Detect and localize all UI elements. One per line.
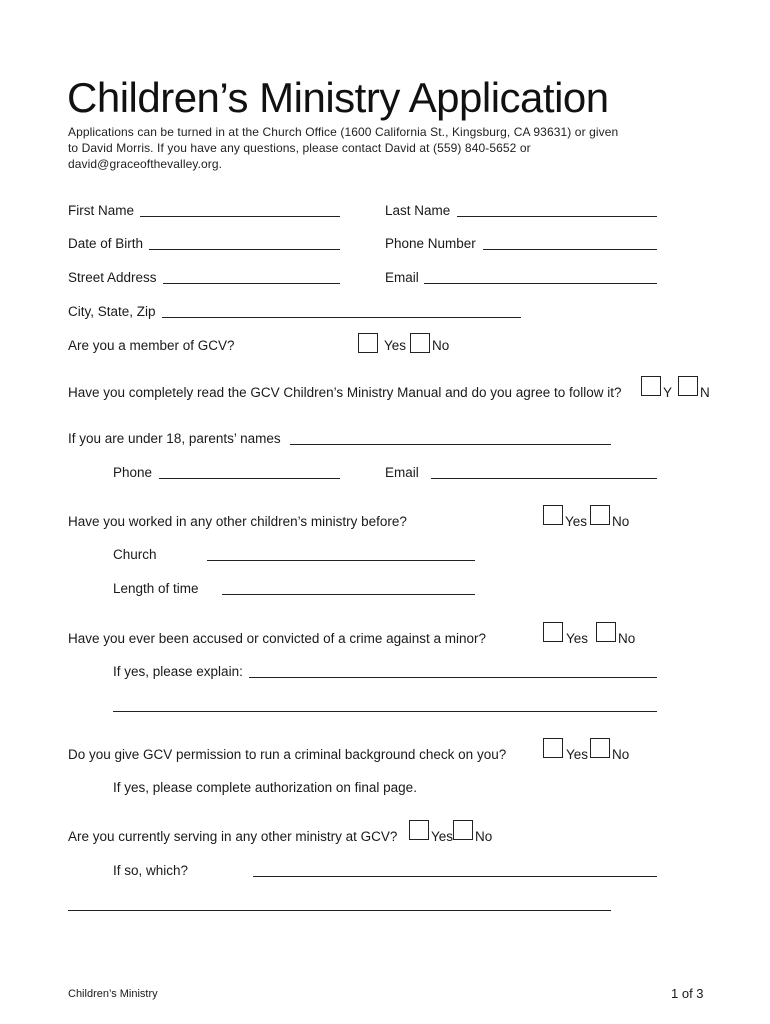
explain-field-2[interactable] (113, 711, 657, 712)
member-yes-label: Yes (384, 338, 407, 353)
crime-question: Have you ever been accused or convicted of a crime against a minor? (68, 631, 486, 646)
length-field[interactable] (222, 594, 475, 595)
dob-label: Date of Birth (68, 236, 144, 251)
worked-no-label: No (612, 514, 630, 529)
member-no-checkbox[interactable] (410, 333, 430, 353)
parents-label: If you are under 18, parents’ names (68, 431, 281, 446)
serving-question: Are you currently serving in any other ministry at GCV? (68, 829, 398, 844)
background-no-label: No (612, 747, 630, 762)
which-field-2[interactable] (68, 910, 611, 911)
dob-field[interactable] (149, 249, 340, 250)
city-label: City, State, Zip (68, 304, 156, 319)
street-field[interactable] (163, 283, 340, 284)
background-note: If yes, please complete authorization on final page. (113, 780, 417, 795)
manual-no-label: N (700, 385, 710, 400)
page-number: 1 of 3 (671, 986, 704, 1001)
parent-email-field[interactable] (431, 478, 657, 479)
worked-yes-label: Yes (565, 514, 588, 529)
phone-label: Phone Number (385, 236, 476, 251)
worked-question: Have you worked in any other children’s ministry before? (68, 514, 407, 529)
member-yes-checkbox[interactable] (358, 333, 378, 353)
email-field[interactable] (424, 283, 657, 284)
manual-no-checkbox[interactable] (678, 376, 698, 396)
last-name-label: Last Name (385, 203, 451, 218)
member-question: Are you a member of GCV? (68, 338, 235, 353)
street-label: Street Address (68, 270, 157, 285)
parent-phone-label: Phone (113, 465, 153, 480)
phone-field[interactable] (483, 249, 657, 250)
member-no-label: No (432, 338, 450, 353)
intro-text: Applications can be turned in at the Church Office (1600 California St., Kingsburg, CA 93631) or given to David Morris. If you have any questions, please contact David at (559) 840-5652 or david@graceofthevalley.org. (68, 125, 619, 171)
crime-no-checkbox[interactable] (596, 622, 616, 642)
last-name-field[interactable] (457, 216, 657, 217)
serving-yes-label: Yes (431, 829, 454, 844)
serving-no-checkbox[interactable] (453, 820, 473, 840)
background-yes-label: Yes (566, 747, 589, 762)
page-title: Children’s Ministry Application (67, 74, 609, 121)
crime-yes-checkbox[interactable] (543, 622, 563, 642)
manual-question: Have you completely read the GCV Children’s Ministry Manual and do you agree to follow it? (68, 385, 622, 400)
parent-phone-field[interactable] (159, 478, 340, 479)
church-label: Church (113, 547, 157, 562)
background-question: Do you give GCV permission to run a criminal background check on you? (68, 747, 507, 762)
explain-label: If yes, please explain: (113, 664, 243, 679)
parent-email-label: Email (385, 465, 419, 480)
which-field[interactable] (253, 876, 657, 877)
background-yes-checkbox[interactable] (543, 738, 563, 758)
manual-yes-checkbox[interactable] (641, 376, 661, 396)
footer-label: Children’s Ministry (68, 988, 158, 1000)
background-no-checkbox[interactable] (590, 738, 610, 758)
crime-no-label: No (618, 631, 636, 646)
city-field[interactable] (162, 317, 521, 318)
length-label: Length of time (113, 581, 199, 596)
serving-yes-checkbox[interactable] (409, 820, 429, 840)
explain-field[interactable] (249, 677, 657, 678)
worked-yes-checkbox[interactable] (543, 505, 563, 525)
serving-no-label: No (475, 829, 493, 844)
church-field[interactable] (207, 560, 475, 561)
which-label: If so, which? (113, 863, 189, 878)
first-name-label: First Name (68, 203, 135, 218)
crime-yes-label: Yes (566, 631, 589, 646)
parents-field[interactable] (290, 444, 611, 445)
email-label: Email (385, 270, 419, 285)
first-name-field[interactable] (140, 216, 340, 217)
worked-no-checkbox[interactable] (590, 505, 610, 525)
manual-yes-label: Y (663, 385, 673, 400)
